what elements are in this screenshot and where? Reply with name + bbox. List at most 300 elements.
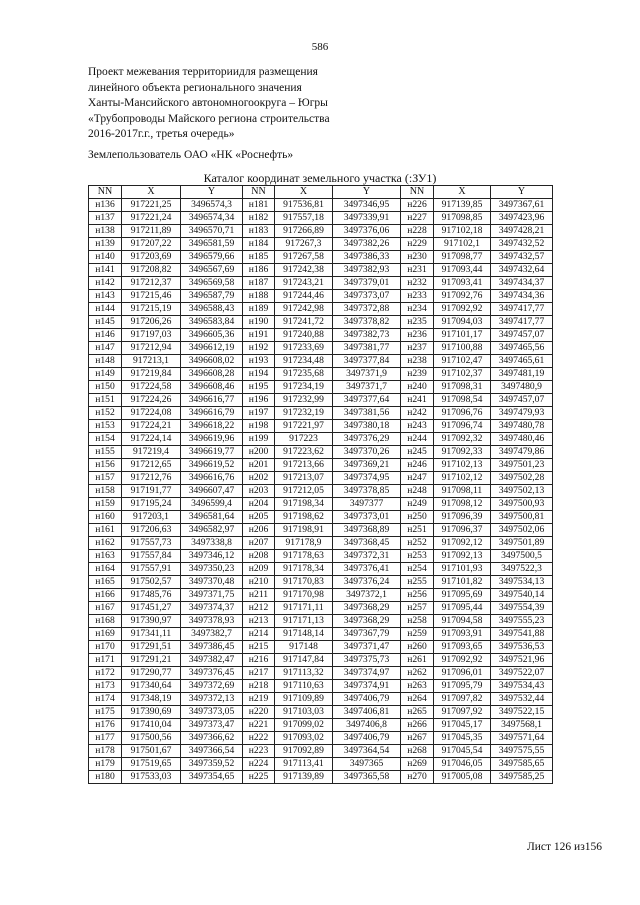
y-coordinate-cell: 3497522,15 (491, 706, 553, 719)
point-number-cell: н233 (401, 290, 434, 303)
x-coordinate-cell: 917207,22 (122, 238, 181, 251)
point-number-cell: н235 (401, 316, 434, 329)
y-coordinate-cell: 3496581,59 (181, 238, 243, 251)
y-coordinate-cell: 3496567,69 (181, 264, 243, 277)
x-coordinate-cell: 917092,76 (434, 290, 491, 303)
point-number-cell: н159 (89, 498, 122, 511)
x-coordinate-cell: 917410,04 (122, 719, 181, 732)
y-coordinate-cell: 3496618,22 (181, 420, 243, 433)
y-coordinate-cell: 3497371,75 (181, 589, 243, 602)
header-line: «Трубопроводы Майского региона строительства (88, 112, 330, 125)
point-number-cell: н255 (401, 576, 434, 589)
point-number-cell: н167 (89, 602, 122, 615)
y-coordinate-cell: 3497382,47 (181, 654, 243, 667)
x-coordinate-cell: 917046,05 (434, 758, 491, 771)
point-number-cell: н197 (243, 407, 275, 420)
point-number-cell: н208 (243, 550, 275, 563)
x-coordinate-cell: 917171,13 (275, 615, 333, 628)
x-coordinate-cell: 917102,12 (434, 472, 491, 485)
x-coordinate-cell: 917519,65 (122, 758, 181, 771)
x-coordinate-cell: 917224,21 (122, 420, 181, 433)
y-coordinate-cell: 3497372,88 (333, 303, 401, 316)
point-number-cell: н191 (243, 329, 275, 342)
y-coordinate-cell: 3497368,29 (333, 602, 401, 615)
y-coordinate-cell: 3497434,36 (491, 290, 553, 303)
point-number-cell: н225 (243, 771, 275, 784)
point-number-cell: н226 (401, 199, 434, 212)
y-coordinate-cell: 3497417,77 (491, 316, 553, 329)
table-row (89, 290, 553, 303)
point-number-cell: н180 (89, 771, 122, 784)
y-coordinate-cell: 3496619,96 (181, 433, 243, 446)
point-number-cell: н220 (243, 706, 275, 719)
x-coordinate-cell: 917170,98 (275, 589, 333, 602)
point-number-cell: н243 (401, 420, 434, 433)
x-coordinate-cell: 917170,83 (275, 576, 333, 589)
y-coordinate-cell: 3497378,85 (333, 485, 401, 498)
table-row (89, 537, 553, 550)
point-number-cell: н269 (401, 758, 434, 771)
y-coordinate-cell: 3497432,57 (491, 251, 553, 264)
table-row (89, 641, 553, 654)
point-number-cell: н239 (401, 368, 434, 381)
x-coordinate-cell: 917233,69 (275, 342, 333, 355)
x-coordinate-cell: 917098,12 (434, 498, 491, 511)
x-coordinate-cell: 917224,08 (122, 407, 181, 420)
y-coordinate-cell: 3497378,93 (181, 615, 243, 628)
x-coordinate-cell: 917101,93 (434, 563, 491, 576)
table-row (89, 342, 553, 355)
point-number-cell: н224 (243, 758, 275, 771)
point-number-cell: н175 (89, 706, 122, 719)
x-coordinate-cell: 917195,24 (122, 498, 181, 511)
x-coordinate-cell: 917198,91 (275, 524, 333, 537)
x-coordinate-cell: 917005,08 (434, 771, 491, 784)
point-number-cell: н150 (89, 381, 122, 394)
y-coordinate-cell: 3497338,8 (181, 537, 243, 550)
y-coordinate-cell: 3497372,13 (181, 693, 243, 706)
x-coordinate-cell: 917102,37 (434, 368, 491, 381)
y-coordinate-cell: 3496616,79 (181, 407, 243, 420)
table-row (89, 472, 553, 485)
x-coordinate-cell: 917340,64 (122, 680, 181, 693)
x-coordinate-cell: 917092,13 (434, 550, 491, 563)
point-number-cell: н252 (401, 537, 434, 550)
x-coordinate-cell: 917178,9 (275, 537, 333, 550)
point-number-cell: н188 (243, 290, 275, 303)
y-coordinate-cell: 3497536,53 (491, 641, 553, 654)
y-coordinate-cell: 3497379,01 (333, 277, 401, 290)
y-coordinate-cell: 3497534,13 (491, 576, 553, 589)
table-row (89, 459, 553, 472)
x-coordinate-cell: 917212,76 (122, 472, 181, 485)
y-coordinate-cell: 3497376,45 (181, 667, 243, 680)
point-number-cell: н209 (243, 563, 275, 576)
point-number-cell: н137 (89, 212, 122, 225)
point-number-cell: н142 (89, 277, 122, 290)
x-coordinate-cell: 917109,89 (275, 693, 333, 706)
y-coordinate-cell: 3497373,05 (181, 706, 243, 719)
point-number-cell: н183 (243, 225, 275, 238)
point-number-cell: н184 (243, 238, 275, 251)
point-number-cell: н229 (401, 238, 434, 251)
y-coordinate-cell: 3497554,39 (491, 602, 553, 615)
y-coordinate-cell: 3497434,37 (491, 277, 553, 290)
point-number-cell: н259 (401, 628, 434, 641)
header-line: Проект межевания территориидля размещения (88, 66, 318, 78)
point-number-cell: н202 (243, 472, 275, 485)
point-number-cell: н162 (89, 537, 122, 550)
x-coordinate-cell: 917221,24 (122, 212, 181, 225)
x-coordinate-cell: 917147,84 (275, 654, 333, 667)
table-header-row (89, 186, 553, 199)
table-row (89, 199, 553, 212)
y-coordinate-cell: 3496583,84 (181, 316, 243, 329)
point-number-cell: н160 (89, 511, 122, 524)
x-coordinate-cell: 917093,65 (434, 641, 491, 654)
y-coordinate-cell: 3497423,96 (491, 212, 553, 225)
y-coordinate-cell: 3497371,9 (333, 368, 401, 381)
point-number-cell: н212 (243, 602, 275, 615)
x-coordinate-cell: 917045,54 (434, 745, 491, 758)
point-number-cell: н248 (401, 485, 434, 498)
header-line-landuser: Землепользователь ОАО «НК «Роснефть» (88, 148, 294, 161)
point-number-cell: н165 (89, 576, 122, 589)
y-coordinate-cell: 3497585,65 (491, 758, 553, 771)
y-coordinate-cell: 3496605,36 (181, 329, 243, 342)
point-number-cell: н265 (401, 706, 434, 719)
point-number-cell: н213 (243, 615, 275, 628)
x-coordinate-cell: 917557,84 (122, 550, 181, 563)
x-coordinate-cell: 917095,44 (434, 602, 491, 615)
point-number-cell: н151 (89, 394, 122, 407)
point-number-cell: н166 (89, 589, 122, 602)
x-coordinate-cell: 917212,94 (122, 342, 181, 355)
x-coordinate-cell: 917206,63 (122, 524, 181, 537)
y-coordinate-cell: 3497346,12 (181, 550, 243, 563)
table-row (89, 511, 553, 524)
point-number-cell: н261 (401, 654, 434, 667)
point-number-cell: н256 (401, 589, 434, 602)
x-coordinate-cell: 917045,35 (434, 732, 491, 745)
table-row (89, 238, 553, 251)
y-coordinate-cell: 3497350,23 (181, 563, 243, 576)
x-coordinate-cell: 917097,92 (434, 706, 491, 719)
y-coordinate-cell: 3497382,73 (333, 329, 401, 342)
y-coordinate-cell: 3497480,9 (491, 381, 553, 394)
x-coordinate-cell: 917234,19 (275, 381, 333, 394)
x-coordinate-cell: 917348,19 (122, 693, 181, 706)
point-number-cell: н250 (401, 511, 434, 524)
header-line: 2016-2017г.г., третья очередь» (88, 128, 235, 141)
table-row (89, 563, 553, 576)
y-coordinate-cell: 3497522,07 (491, 667, 553, 680)
table-row (89, 381, 553, 394)
column-header-y: Y (491, 186, 553, 199)
y-coordinate-cell: 3497541,88 (491, 628, 553, 641)
table-row (89, 433, 553, 446)
y-coordinate-cell: 3496588,43 (181, 303, 243, 316)
point-number-cell: н168 (89, 615, 122, 628)
y-coordinate-cell: 3497386,33 (333, 251, 401, 264)
y-coordinate-cell: 3497534,43 (491, 680, 553, 693)
table-row (89, 303, 553, 316)
x-coordinate-cell: 917102,47 (434, 355, 491, 368)
x-coordinate-cell: 917113,32 (275, 667, 333, 680)
point-number-cell: н178 (89, 745, 122, 758)
y-coordinate-cell: 3497368,45 (333, 537, 401, 550)
x-coordinate-cell: 917213,1 (122, 355, 181, 368)
x-coordinate-cell: 917267,3 (275, 238, 333, 251)
x-coordinate-cell: 917267,58 (275, 251, 333, 264)
x-coordinate-cell: 917221,25 (122, 199, 181, 212)
x-coordinate-cell: 917219,84 (122, 368, 181, 381)
point-number-cell: н241 (401, 394, 434, 407)
point-number-cell: н217 (243, 667, 275, 680)
x-coordinate-cell: 917148 (275, 641, 333, 654)
point-number-cell: н240 (401, 381, 434, 394)
y-coordinate-cell: 3497585,25 (491, 771, 553, 784)
y-coordinate-cell: 3497376,06 (333, 225, 401, 238)
x-coordinate-cell: 917102,18 (434, 225, 491, 238)
x-coordinate-cell: 917215,46 (122, 290, 181, 303)
point-number-cell: н170 (89, 641, 122, 654)
x-coordinate-cell: 917096,39 (434, 511, 491, 524)
y-coordinate-cell: 3497432,52 (491, 238, 553, 251)
y-coordinate-cell: 3497374,37 (181, 602, 243, 615)
point-number-cell: н201 (243, 459, 275, 472)
x-coordinate-cell: 917096,01 (434, 667, 491, 680)
y-coordinate-cell: 3497480,46 (491, 433, 553, 446)
y-coordinate-cell: 3497366,62 (181, 732, 243, 745)
point-number-cell: н234 (401, 303, 434, 316)
y-coordinate-cell: 3497374,95 (333, 472, 401, 485)
point-number-cell: н173 (89, 680, 122, 693)
x-coordinate-cell: 917139,89 (275, 771, 333, 784)
point-number-cell: н154 (89, 433, 122, 446)
point-number-cell: н222 (243, 732, 275, 745)
table-row (89, 225, 553, 238)
point-number-cell: н253 (401, 550, 434, 563)
point-number-cell: н258 (401, 615, 434, 628)
table-row (89, 316, 553, 329)
y-coordinate-cell: 3497377,84 (333, 355, 401, 368)
y-coordinate-cell: 3496608,46 (181, 381, 243, 394)
table-row (89, 732, 553, 745)
table-row (89, 628, 553, 641)
table-row (89, 550, 553, 563)
point-number-cell: н266 (401, 719, 434, 732)
x-coordinate-cell: 917093,41 (434, 277, 491, 290)
y-coordinate-cell: 3497555,23 (491, 615, 553, 628)
y-coordinate-cell: 3497367,61 (491, 199, 553, 212)
y-coordinate-cell: 3497377,64 (333, 394, 401, 407)
y-coordinate-cell: 3497479,86 (491, 446, 553, 459)
column-header-nn: NN (401, 186, 434, 199)
x-coordinate-cell: 917198,62 (275, 511, 333, 524)
point-number-cell: н196 (243, 394, 275, 407)
table-row (89, 602, 553, 615)
point-number-cell: н205 (243, 511, 275, 524)
y-coordinate-cell: 3497376,24 (333, 576, 401, 589)
x-coordinate-cell: 917094,03 (434, 316, 491, 329)
point-number-cell: н216 (243, 654, 275, 667)
column-header-x: X (122, 186, 181, 199)
point-number-cell: н221 (243, 719, 275, 732)
table-row (89, 446, 553, 459)
table-row (89, 745, 553, 758)
point-number-cell: н198 (243, 420, 275, 433)
x-coordinate-cell: 917101,17 (434, 329, 491, 342)
point-number-cell: н181 (243, 199, 275, 212)
y-coordinate-cell: 3497346,95 (333, 199, 401, 212)
point-number-cell: н172 (89, 667, 122, 680)
point-number-cell: н251 (401, 524, 434, 537)
point-number-cell: н267 (401, 732, 434, 745)
x-coordinate-cell: 917208,82 (122, 264, 181, 277)
y-coordinate-cell: 3497575,55 (491, 745, 553, 758)
y-coordinate-cell: 3497480,78 (491, 420, 553, 433)
y-coordinate-cell: 3497369,21 (333, 459, 401, 472)
table-row (89, 264, 553, 277)
x-coordinate-cell: 917223 (275, 433, 333, 446)
point-number-cell: н219 (243, 693, 275, 706)
y-coordinate-cell: 3497364,54 (333, 745, 401, 758)
x-coordinate-cell: 917224,58 (122, 381, 181, 394)
x-coordinate-cell: 917099,02 (275, 719, 333, 732)
y-coordinate-cell: 3497380,18 (333, 420, 401, 433)
point-number-cell: н192 (243, 342, 275, 355)
point-number-cell: н237 (401, 342, 434, 355)
y-coordinate-cell: 3497406,8 (333, 719, 401, 732)
x-coordinate-cell: 917451,27 (122, 602, 181, 615)
x-coordinate-cell: 917221,97 (275, 420, 333, 433)
point-number-cell: н171 (89, 654, 122, 667)
x-coordinate-cell: 917213,07 (275, 472, 333, 485)
point-number-cell: н236 (401, 329, 434, 342)
table-row (89, 394, 553, 407)
x-coordinate-cell: 917266,89 (275, 225, 333, 238)
point-number-cell: н145 (89, 316, 122, 329)
table-row (89, 719, 553, 732)
x-coordinate-cell: 917095,79 (434, 680, 491, 693)
point-number-cell: н140 (89, 251, 122, 264)
y-coordinate-cell: 3496579,66 (181, 251, 243, 264)
y-coordinate-cell: 3497377 (333, 498, 401, 511)
y-coordinate-cell: 3497521,96 (491, 654, 553, 667)
y-coordinate-cell: 3497382,26 (333, 238, 401, 251)
y-coordinate-cell: 3497339,91 (333, 212, 401, 225)
point-number-cell: н260 (401, 641, 434, 654)
y-coordinate-cell: 3496574,34 (181, 212, 243, 225)
y-coordinate-cell: 3497457,07 (491, 329, 553, 342)
point-number-cell: н242 (401, 407, 434, 420)
coordinate-catalog-table (88, 185, 553, 784)
point-number-cell: н179 (89, 758, 122, 771)
y-coordinate-cell: 3497522,3 (491, 563, 553, 576)
y-coordinate-cell: 3497502,13 (491, 485, 553, 498)
y-coordinate-cell: 3497481,19 (491, 368, 553, 381)
point-number-cell: н190 (243, 316, 275, 329)
point-number-cell: н153 (89, 420, 122, 433)
point-number-cell: н204 (243, 498, 275, 511)
y-coordinate-cell: 3497370,48 (181, 576, 243, 589)
x-coordinate-cell: 917240,88 (275, 329, 333, 342)
table-row (89, 277, 553, 290)
table-row (89, 693, 553, 706)
y-coordinate-cell: 3496574,3 (181, 199, 243, 212)
page-number: 586 (311, 41, 329, 53)
x-coordinate-cell: 917234,48 (275, 355, 333, 368)
x-coordinate-cell: 917096,76 (434, 407, 491, 420)
x-coordinate-cell: 917097,82 (434, 693, 491, 706)
column-header-y: Y (181, 186, 243, 199)
y-coordinate-cell: 3497382,93 (333, 264, 401, 277)
y-coordinate-cell: 3496616,76 (181, 472, 243, 485)
point-number-cell: н238 (401, 355, 434, 368)
x-coordinate-cell: 917098,11 (434, 485, 491, 498)
point-number-cell: н155 (89, 446, 122, 459)
x-coordinate-cell: 917110,63 (275, 680, 333, 693)
point-number-cell: н254 (401, 563, 434, 576)
point-number-cell: н174 (89, 693, 122, 706)
y-coordinate-cell: 3496619,52 (181, 459, 243, 472)
y-coordinate-cell: 3497501,89 (491, 537, 553, 550)
y-coordinate-cell: 3497370,26 (333, 446, 401, 459)
point-number-cell: н182 (243, 212, 275, 225)
x-coordinate-cell: 917219,4 (122, 446, 181, 459)
point-number-cell: н249 (401, 498, 434, 511)
point-number-cell: н264 (401, 693, 434, 706)
x-coordinate-cell: 917212,65 (122, 459, 181, 472)
column-header-x: X (275, 186, 333, 199)
y-coordinate-cell: 3497501,23 (491, 459, 553, 472)
x-coordinate-cell: 917102,1 (434, 238, 491, 251)
x-coordinate-cell: 917092,89 (275, 745, 333, 758)
table-row (89, 758, 553, 771)
y-coordinate-cell: 3497500,93 (491, 498, 553, 511)
y-coordinate-cell: 3496587,79 (181, 290, 243, 303)
table-row (89, 576, 553, 589)
point-number-cell: н247 (401, 472, 434, 485)
point-number-cell: н207 (243, 537, 275, 550)
table-row (89, 667, 553, 680)
y-coordinate-cell: 3497359,52 (181, 758, 243, 771)
x-coordinate-cell: 917178,63 (275, 550, 333, 563)
x-coordinate-cell: 917212,37 (122, 277, 181, 290)
point-number-cell: н193 (243, 355, 275, 368)
y-coordinate-cell: 3497372,1 (333, 589, 401, 602)
point-number-cell: н156 (89, 459, 122, 472)
point-number-cell: н215 (243, 641, 275, 654)
table-row (89, 355, 553, 368)
point-number-cell: н195 (243, 381, 275, 394)
y-coordinate-cell: 3496619,77 (181, 446, 243, 459)
point-number-cell: н214 (243, 628, 275, 641)
x-coordinate-cell: 917198,34 (275, 498, 333, 511)
x-coordinate-cell: 917096,37 (434, 524, 491, 537)
point-number-cell: н152 (89, 407, 122, 420)
y-coordinate-cell: 3497417,77 (491, 303, 553, 316)
point-number-cell: н263 (401, 680, 434, 693)
table-row (89, 407, 553, 420)
x-coordinate-cell: 917098,54 (434, 394, 491, 407)
y-coordinate-cell: 3497406,79 (333, 732, 401, 745)
x-coordinate-cell: 917536,81 (275, 199, 333, 212)
point-number-cell: н177 (89, 732, 122, 745)
y-coordinate-cell: 3497365 (333, 758, 401, 771)
x-coordinate-cell: 917092,92 (434, 303, 491, 316)
